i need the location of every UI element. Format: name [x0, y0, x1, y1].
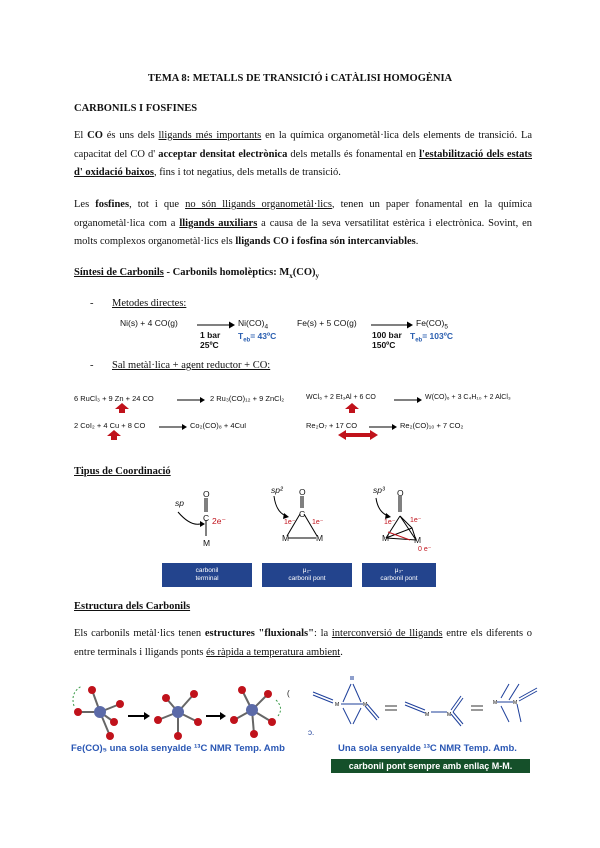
atom-m-2a: M — [282, 533, 290, 543]
bullet-dash-2: - — [90, 360, 94, 371]
label-sp: sp — [175, 498, 184, 508]
label-sp2: sp² — [271, 485, 283, 495]
paragraph-fosfines: Les fosfines, tot i que no són lligands organometàl·lics, tenen un paper fonamental en la química organometàl·lica com a lligands auxiliars a causa de la seva versatilitat estèrica i electrònica. Sovint, en molts complexos organometàl·lics els lligands CO i fosfina són intercanviables. — [74, 199, 532, 247]
stray-mark: ɔ. — [308, 728, 315, 737]
label-sp3: sp³ — [373, 485, 385, 495]
eq-ni-reactants: Ni(s) + 4 CO(g) — [120, 318, 178, 328]
eq-ru-arrow — [176, 396, 206, 404]
eq-w-reactants: WCl₆ + 2 Et₃Al + 6 CO — [306, 394, 376, 401]
arrow-1 — [128, 712, 150, 720]
molecule-2 — [154, 690, 202, 740]
eq-fe-reactants: Fe(s) + 5 CO(g) — [297, 318, 357, 328]
molecule-1 — [73, 686, 124, 740]
molecule-3 — [230, 686, 281, 738]
label-box-mu3: μ₃- carbonil pont — [362, 563, 436, 587]
equilibrium-arrows-1 — [385, 706, 397, 710]
eq-re-reactants: Re₂O₇ + 17 CO — [306, 421, 358, 430]
eq-ni-arrow — [196, 320, 236, 330]
atom-c-2: C — [299, 509, 306, 519]
paragraph-fluxional: Els carbonils metàl·lics tenen estructures "fluxionals": la interconversió de lligands entre els diferents o entre terminals i lligands ponts és ràpida a temperatura ambient. — [74, 628, 532, 658]
eq-fe-boiling-point: $T_{eb}=$ 103ºC — [410, 331, 453, 344]
eq-w-products: W(CO)₆ + 3 C₄H₁₀ + 2 AlCl₃ — [425, 394, 511, 401]
label-box-terminal: carbonil terminal — [162, 563, 252, 587]
atom-c-1: C — [203, 513, 210, 523]
salt-method-label: Sal metàl·lica + agent reductor + CO: — [112, 360, 271, 371]
eq-fe-condition: 100 bar 150ºC — [372, 330, 402, 350]
feco5-pseudorotation-diagram — [70, 682, 285, 744]
label-1e-a: 1e⁻ — [284, 519, 296, 526]
co2-m5: M — [493, 700, 498, 706]
eq-co-reactants: 2 CoI₂ + 4 Cu + 8 CO — [74, 421, 146, 430]
direct-methods-label: Metodes directes: — [112, 298, 187, 309]
eq-re-products: Re₂(CO)₁₀ + 7 CO₂ — [400, 421, 464, 430]
eq-fe-product: $Fe(CO)_5$ — [416, 318, 448, 331]
label-1e-d: 1e⁻ — [410, 517, 422, 524]
eq-ni-boiling-point: $T_{eb}=$ 43ºC — [238, 331, 277, 344]
up-arrow-red-1 — [114, 403, 130, 413]
synthesis-heading: Síntesi de Carbonils - Carbonils homolèptics: $M_x(CO)_y$ — [74, 267, 320, 281]
up-arrow-red-3 — [106, 430, 122, 440]
co2-m1: M — [335, 702, 340, 708]
page-title: TEMA 8: METALLS DE TRANSICIÓ i CATÀLISI HOMOGÈNIA — [147, 73, 453, 84]
double-arrow-red — [338, 430, 378, 440]
eq-co-arrow — [158, 423, 188, 431]
label-1e-b: 1e⁻ — [312, 519, 324, 526]
atom-o-1: O — [203, 489, 210, 499]
structure-heading: Estructura dels Carbonils — [74, 601, 191, 612]
section-heading-carbonils: CARBONILS I FOSFINES — [74, 103, 198, 114]
co2-m4: M — [447, 712, 452, 718]
atom-m-3b: M — [414, 535, 422, 545]
eq-ni-product: $Ni(CO)_4$ — [238, 318, 269, 331]
atom-m-3a: M — [382, 533, 390, 543]
co2-m6: M — [513, 700, 518, 706]
atom-m-2b: M — [316, 533, 324, 543]
eq-co-products: Co₂(CO)₈ + 4CuI — [190, 421, 247, 430]
eq-fe-arrow — [370, 320, 414, 330]
label-1e-c: 1e⁻ — [384, 519, 396, 526]
coordination-heading: Tipus de Coordinació — [74, 466, 171, 477]
eq-ru-products: 2 Ru₃(CO)₁₂ + 9 ZnCl₂ — [210, 394, 285, 403]
co2-m2: M — [363, 702, 368, 708]
green-note-box: carbonil pont sempre amb enllaç M-M. — [331, 759, 530, 773]
label-0e: 0 e⁻ — [418, 546, 432, 553]
bullet-dash: - — [90, 298, 94, 309]
eq-ru-reactants: 6 RuCl₃ + 9 Zn + 24 CO — [74, 394, 154, 403]
co2co8-interconversion-diagram — [305, 676, 545, 736]
atom-o-2: O — [299, 487, 306, 497]
label-box-mu2: μ₂- carbonil pont — [262, 563, 352, 587]
stray-paren: ( — [287, 689, 290, 698]
arrow-2 — [206, 712, 226, 720]
co2-m3: M — [425, 712, 430, 718]
equilibrium-arrows-2 — [471, 706, 483, 710]
caption-feco5: Fe(CO)₅ una sola senyalde ¹³C NMR Temp. Amb — [71, 743, 285, 754]
paragraph-co: El CO és uns dels lligands més importants en la química organometàl·lica dels elements de transició. La capacitat del CO d' acceptar densitat electrònica dels metalls és fonamental en l'estabilització dels estats d' oxidació baixos, fins i tot negatius, dels metalls de transició. — [74, 130, 533, 178]
label-2e: 2e⁻ — [212, 516, 226, 526]
up-arrow-red-2 — [344, 403, 360, 413]
atom-m-1: M — [203, 538, 211, 548]
atom-o-3: O — [397, 488, 404, 498]
eq-ni-condition: 1 bar 25ºC — [200, 330, 221, 350]
eq-w-arrow — [393, 396, 423, 404]
caption-co2co8: Una sola senyalde ¹³C NMR Temp. Amb. — [338, 743, 517, 754]
